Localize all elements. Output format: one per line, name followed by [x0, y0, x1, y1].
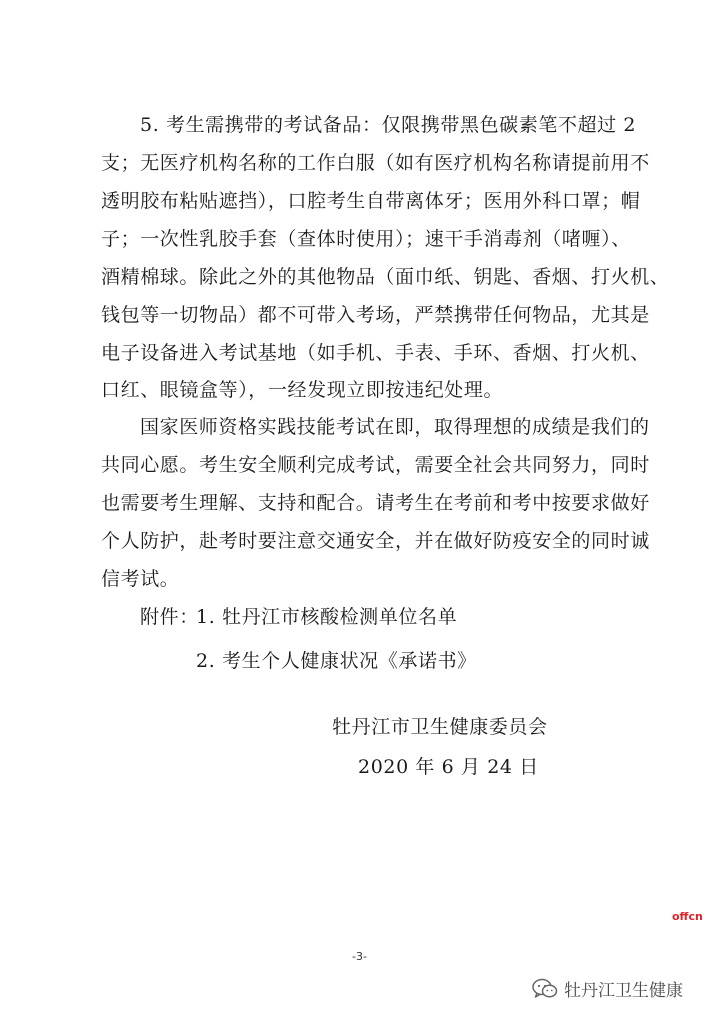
para2-line-4: 个人防护，赴考时要注意交通安全，并在做好防疫安全的同时诚 — [101, 530, 650, 552]
para2-line-1: 国家医师资格实践技能考试在即，取得理想的成绩是我们的 — [140, 416, 650, 438]
wechat-icon — [532, 978, 558, 1000]
para2-line-2: 共同心愿。考生安全顺利完成考试，需要全社会共同努力，同时 — [101, 454, 650, 476]
attachment-item-1: 1. 牡丹江市核酸检测单位名单 — [196, 606, 458, 628]
para1-line-3: 透明胶布粘贴遮挡），口腔考生自带离体牙；医用外科口罩；帽 — [101, 190, 641, 212]
para1-line-4: 子；一次性乳胶手套（查体时使用）；速干手消毒剂（啫喱）、 — [101, 228, 631, 250]
para1-line-7: 电子设备进入考试基地（如手机、手表、手环、香烟、打火机、 — [101, 342, 650, 364]
attachment-item-2: 2. 考生个人健康状况《承诺书》 — [196, 650, 477, 672]
signature-date: 2020 年 6 月 24 日 — [358, 756, 539, 778]
para2-line-3: 也需要考生理解、支持和配合。请考生在考前和考中按要求做好 — [101, 492, 650, 514]
para1-line-2: 支；无医疗机构名称的工作白服（如有医疗机构名称请提前用不 — [101, 152, 650, 174]
attachments-label: 附件： — [140, 606, 199, 628]
wechat-account-name: 牡丹江卫生健康 — [564, 981, 683, 1001]
page-number: -3- — [352, 950, 367, 963]
para1-line-5: 酒精棉球。除此之外的其他物品（面巾纸、钥匙、香烟、打火机、 — [101, 266, 670, 288]
signature-org: 牡丹江市卫生健康委员会 — [332, 716, 548, 738]
offcn-watermark: offcn — [672, 910, 703, 923]
para1-line-1 — [140, 112, 637, 138]
para1-line-8: 口红、眼镜盒等），一经发现立即按违纪处理。 — [101, 379, 504, 401]
para1-text-1: 5. 考生需携带的考试备品：仅限携带黑色碳素笔不超过 2 — [140, 114, 637, 136]
para1-line-6: 钱包等一切物品）都不可带入考场，严禁携带任何物品，尤其是 — [101, 304, 650, 326]
wechat-account-badge — [532, 976, 683, 1001]
para2-line-5: 信考试。 — [101, 568, 180, 590]
